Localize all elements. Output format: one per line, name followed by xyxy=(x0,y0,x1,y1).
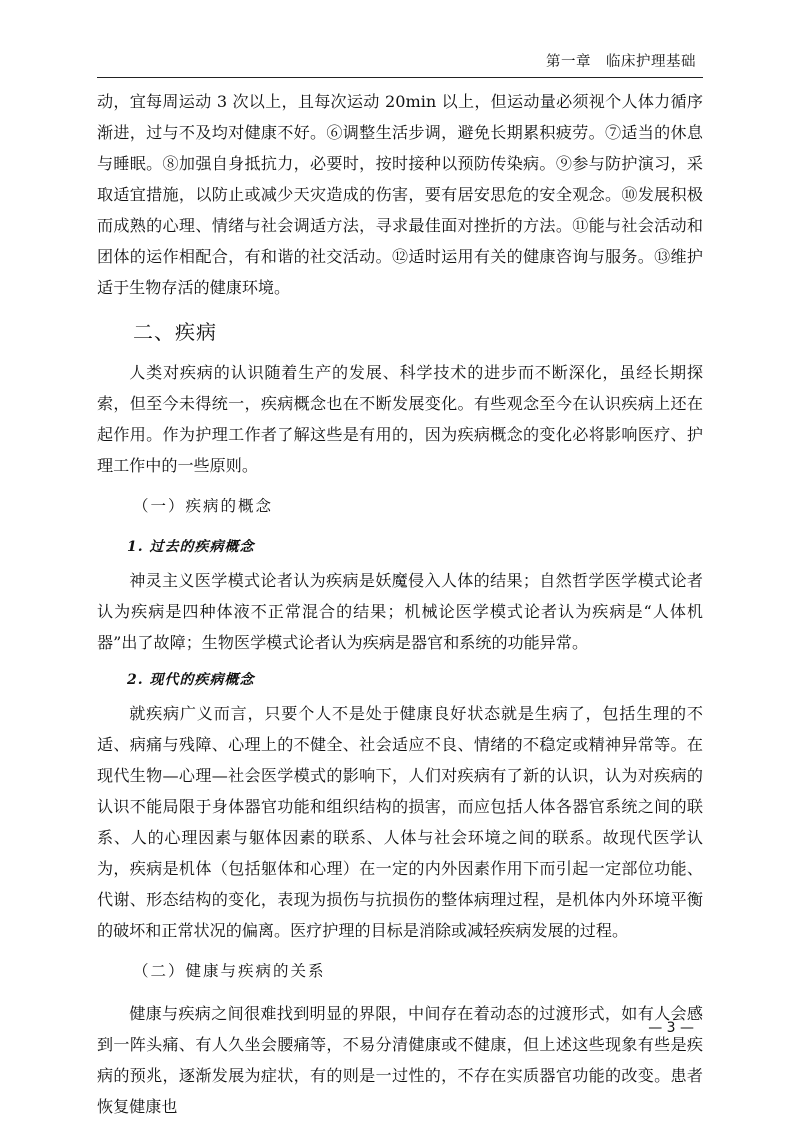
relation-paragraph: 健康与疾病之间很难找到明显的界限，中间存在着动态的过渡形式，如有人会感到一阵头痛、有人久坐会腰痛等，不易分清健康或不健康，但上述这些现象有些是疾病的预兆，逐渐发展为症状，有的则是一过性的，不存在实质器官功能的改变。患者恢复健康也 xyxy=(97,1004,703,1116)
past-concept-paragraph: 神灵主义医学模式论者认为疾病是妖魔侵入人体的结果；自然哲学医学模式论者认为疾病是四种体液不正常混合的结果；机械论医学模式论者认为疾病是“人体机器”出了故障；生物医学模式论者认为疾病是器官和系统的功能异常。 xyxy=(97,571,703,652)
subsection-heading-health-disease-relation: （二）健康与疾病的关系 xyxy=(133,962,326,980)
continued-paragraph: 动，宜每周运动 3 次以上，且每次运动 20min 以上，但运动量必须视个人体力循序渐进，过与不及均对健康不好。⑥调整生活步调，避免长期累积疲劳。⑦适当的休息与睡眠。⑧加强自身抵抗力，必要时，按时接种以预防传染病。⑨参与防护演习，采取适宜措施，以防止或减少天灾造成的伤害，要有居安思危的安全观念。⑩发展积极而成熟的心理、情绪与社会调适方法，寻求最佳面对挫折的方法。⑪能与社会活动和团体的运作相配合，有和谐的社交活动。⑫适时运用有关的健康咨询与服务。⑬维护适于生物存活的健康环境。 xyxy=(97,92,703,297)
point-heading-past-concept: 1. 过去的疾病概念 xyxy=(127,539,255,555)
section-heading: 二、疾病 xyxy=(133,320,217,344)
page-number: — 3 — xyxy=(648,1020,694,1036)
section-intro-paragraph: 人类对疾病的认识随着生产的发展、科学技术的进步而不断深化，虽经长期探索，但至今未得统一，疾病概念也在不断发展变化。有些观念至今在认识疾病上还在起作用。作为护理工作者了解这些是有用的，因为疾病概念的变化必将影响医疗、护理工作中的一些原则。 xyxy=(97,363,703,475)
modern-concept-paragraph: 就疾病广义而言，只要个人不是处于健康良好状态就是生病了，包括生理的不适、病痛与残障、心理上的不健全、社会适应不良、情绪的不稳定或精神异常等。在现代生物—心理—社会医学模式的影响下，人们对疾病有了新的认识，认为对疾病的认识不能局限于身体器官功能和组织结构的损害，而应包括人体各器官系统之间的联系、人的心理因素与躯体因素的联系、人体与社会环境之间的联系。故现代医学认为，疾病是机体（包括躯体和心理）在一定的内外因素作用下而引起一定部位功能、代谢、形态结构的变化，表现为损伤与抗损伤的整体病理过程，是机体内外环境平衡的破坏和正常状况的偏离。医疗护理的目标是消除或减轻疾病发展的过程。 xyxy=(97,704,703,940)
page-body xyxy=(97,86,703,1122)
header-rule xyxy=(97,77,703,78)
subsection-heading-disease-concept: （一）疾病的概念 xyxy=(133,497,274,515)
point-heading-modern-concept: 2. 现代的疾病概念 xyxy=(127,672,255,688)
running-header: 第一章 临床护理基础 xyxy=(546,54,696,70)
